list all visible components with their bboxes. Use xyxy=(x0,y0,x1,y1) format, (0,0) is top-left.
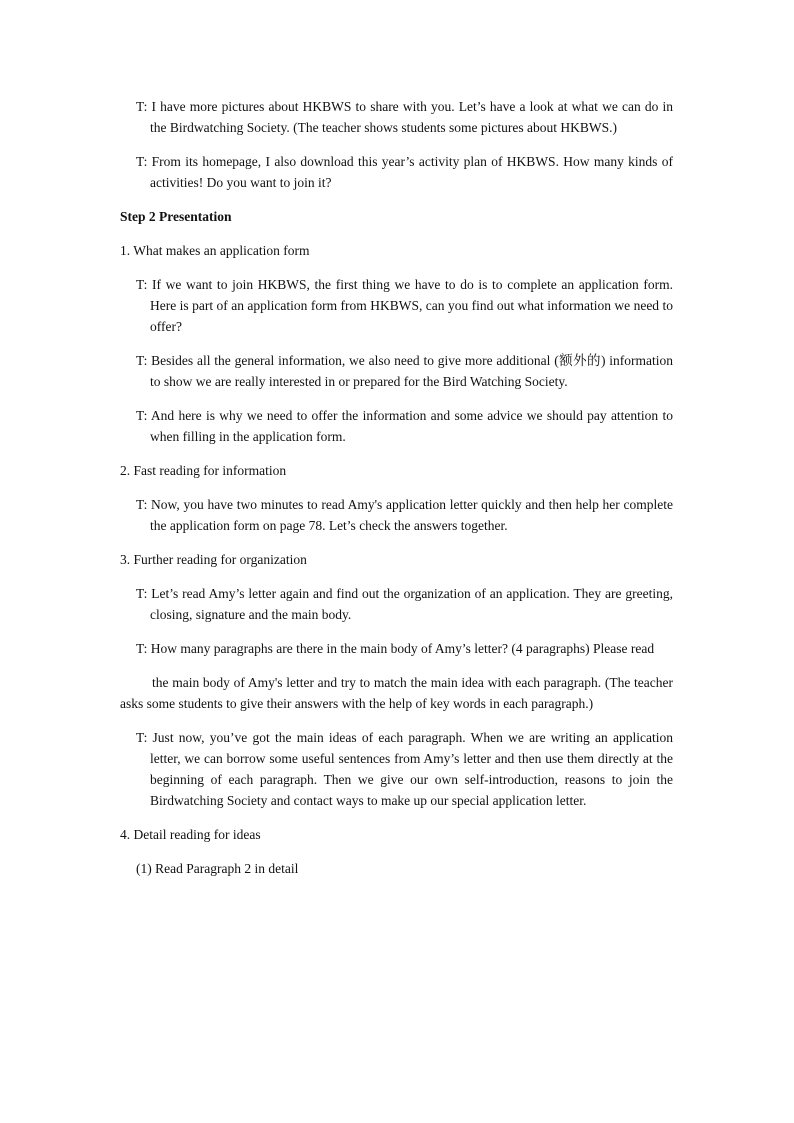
teacher-paragraph: T: Let’s read Amy’s letter again and find out the organization of an application. They are greeting, closing, signature and the main body. xyxy=(136,586,673,622)
numbered-item: 3. Further reading for organization xyxy=(120,552,307,567)
teacher-paragraph: T: Just now, you’ve got the main ideas of each paragraph. When we are writing an application letter, we can borrow some useful sentences from Amy’s letter and then use them directly at the beginning of each paragraph. Then we give our own self-introduction, reasons to join the Birdwatching Society and contact ways to make up our special application letter. xyxy=(136,730,673,808)
numbered-item: 2. Fast reading for information xyxy=(120,463,287,478)
teacher-paragraph: T: I have more pictures about HKBWS to share with you. Let’s have a look at what we can do in the Birdwatching Society. (The teacher shows students some pictures about HKBWS.) xyxy=(136,99,673,135)
teacher-paragraph: T: Besides all the general information, we also need to give more additional (额外的) information to show we are really interested in or prepared for the Bird Watching Society. xyxy=(136,353,673,389)
teacher-paragraph: T: How many paragraphs are there in the main body of Amy’s letter? (4 paragraphs) Please read xyxy=(136,641,655,656)
continuation-paragraph: the main body of Amy's letter and try to match the main idea with each paragraph. (The teacher asks some students to give their answers with the help of key words in each paragraph.) xyxy=(120,675,673,711)
numbered-item: 1. What makes an application form xyxy=(120,243,310,258)
teacher-paragraph: T: Now, you have two minutes to read Amy's application letter quickly and then help her complete the application form on page 78. Let’s check the answers together. xyxy=(136,497,673,533)
teacher-paragraph: T: From its homepage, I also download this year’s activity plan of HKBWS. How many kinds of activities! Do you want to join it? xyxy=(136,154,673,190)
numbered-item: 4. Detail reading for ideas xyxy=(120,827,261,842)
teacher-paragraph: T: And here is why we need to offer the information and some advice we should pay attention to when filling in the application form. xyxy=(136,408,673,444)
document-body xyxy=(120,96,673,879)
teacher-paragraph: T: If we want to join HKBWS, the first thing we have to do is to complete an application form. Here is part of an application form from HKBWS, can you find out what information we need to offer? xyxy=(136,277,673,334)
sub-item: (1) Read Paragraph 2 in detail xyxy=(136,861,299,876)
section-heading: Step 2 Presentation xyxy=(120,209,232,224)
